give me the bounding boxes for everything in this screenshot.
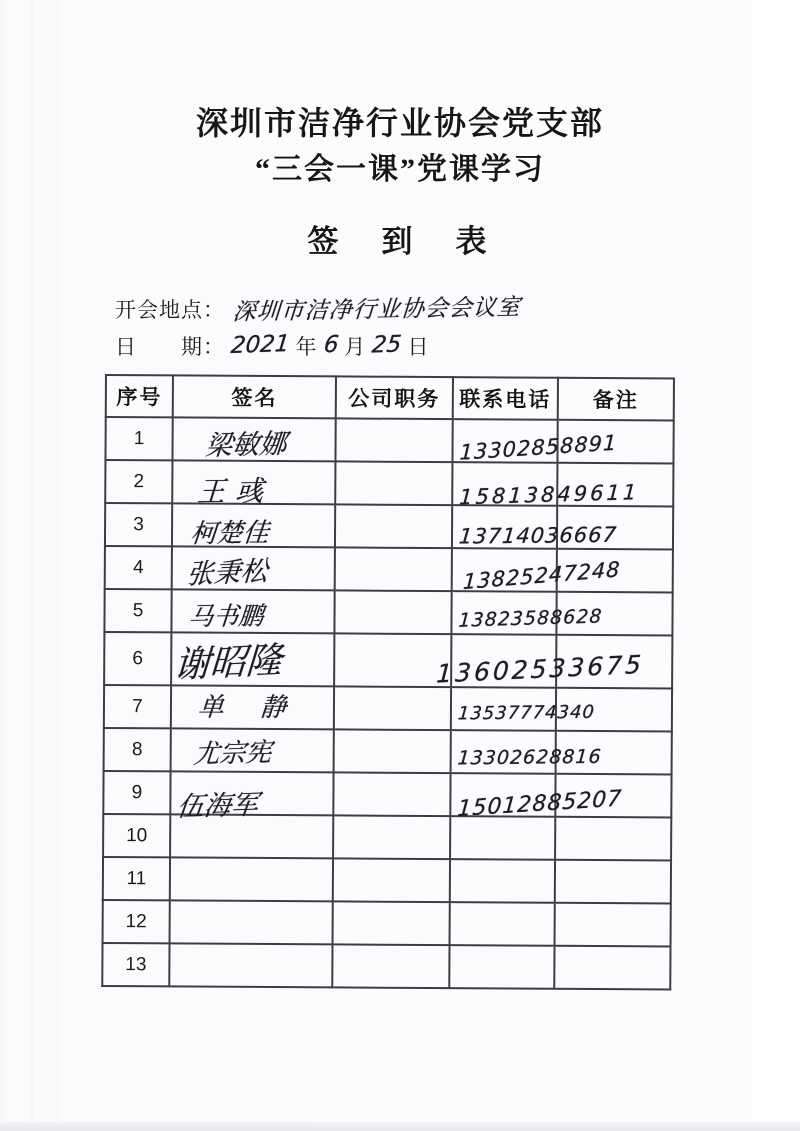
table-row: [105, 417, 673, 463]
cell-position: [335, 418, 452, 462]
table-row: [103, 857, 671, 903]
date-month-unit: 月: [344, 335, 367, 359]
date-label-qi: 期：: [181, 335, 225, 359]
activity-title: “三会一课”党课学习: [255, 153, 545, 186]
cell-position: [333, 901, 450, 945]
cell-no: 6: [104, 632, 171, 685]
signature-handwritten: 马书鹏: [187, 600, 265, 631]
cell-position: [333, 858, 450, 902]
table-row: [104, 685, 672, 731]
cell-phone: [450, 902, 555, 946]
table-row: [105, 503, 673, 549]
signature-handwritten: 尤宗宪: [192, 737, 273, 770]
cell-no: 4: [105, 546, 172, 589]
cell-position: [332, 944, 449, 988]
sign-in-table: [101, 374, 675, 990]
cell-no: 5: [104, 589, 171, 632]
cell-signature: [171, 728, 334, 772]
date-year-handwritten: 2021: [229, 330, 291, 360]
signature-handwritten: 柯楚佳: [189, 518, 271, 550]
cell-signature: [171, 632, 334, 686]
signature-handwritten: 伍海军: [175, 789, 260, 823]
phone-handwritten: 13302858891: [459, 430, 618, 465]
cell-note: [555, 860, 671, 904]
table-row: [105, 460, 673, 506]
signature-handwritten: 谢昭隆: [172, 640, 284, 687]
meeting-place-label: 开会地点：: [115, 298, 225, 322]
cell-position: [334, 686, 451, 730]
cell-signature: [170, 857, 333, 901]
cell-no: 12: [103, 900, 170, 943]
table-header-row: [106, 375, 674, 420]
cell-position: [335, 504, 452, 548]
meeting-place-line: [115, 291, 521, 324]
table-row: [105, 546, 673, 592]
cell-no: 9: [103, 771, 170, 814]
header-position: 公司职务: [336, 376, 453, 419]
cell-phone: [452, 548, 622, 594]
cell-signature: [170, 771, 333, 823]
table-row: [104, 632, 672, 688]
date-label-ri: 日: [115, 335, 137, 359]
signature-handwritten: 单 静: [196, 692, 302, 724]
cell-phone: [435, 634, 645, 689]
cell-position: [334, 633, 451, 687]
sign-in-table-wrap: [101, 374, 675, 990]
cell-position: [335, 461, 452, 505]
cell-no: 13: [102, 943, 169, 986]
cell-no: 7: [104, 685, 171, 728]
cell-signature: [171, 685, 334, 729]
cell-position: [334, 729, 451, 773]
cell-signature: [171, 589, 334, 633]
date-year-unit: 年: [295, 335, 318, 359]
cell-position: [333, 772, 450, 816]
cell-position: [333, 815, 450, 859]
cell-phone: [451, 730, 603, 774]
cell-note: [555, 817, 671, 861]
table-row: [102, 943, 670, 989]
cell-no: 3: [105, 503, 172, 546]
cell-no: 1: [105, 417, 172, 460]
cell-signature: [172, 417, 335, 461]
signature-handwritten: 张秉松: [185, 555, 269, 591]
cell-phone: [450, 816, 555, 860]
meeting-place-handwritten: 深圳市洁净行业协会会议室: [231, 294, 522, 326]
cell-phone: [451, 687, 596, 731]
signature-handwritten: 王彧: [196, 473, 275, 508]
org-title: 深圳市洁净行业协会党支部: [195, 105, 604, 141]
header-phone: 联系电话: [453, 377, 558, 420]
cell-phone: [452, 462, 640, 509]
signature-handwritten: 梁敏娜: [204, 428, 288, 463]
phone-handwritten: 13825247248: [462, 556, 622, 594]
cell-note: [555, 903, 671, 947]
cell-position: [335, 547, 452, 591]
phone-handwritten: 13602533675: [435, 649, 645, 689]
cell-signature: [172, 460, 335, 508]
meeting-date-line: [115, 331, 429, 361]
phone-handwritten: 15012885207: [456, 786, 624, 823]
cell-note: [554, 946, 670, 990]
cell-phone: [449, 945, 554, 989]
cell-signature: [170, 900, 333, 944]
table-row: [103, 771, 671, 817]
cell-no: 2: [105, 460, 172, 503]
table-row: [104, 589, 672, 635]
phone-handwritten: 13823588628: [457, 605, 604, 632]
phone-handwritten: 13302628816: [456, 745, 603, 769]
date-day-unit: 日: [407, 335, 430, 359]
cell-phone: [450, 773, 624, 823]
phone-handwritten: 15813849611: [458, 479, 640, 509]
cell-signature: [169, 943, 332, 987]
sheet-title: 签 到 表: [307, 224, 493, 259]
cell-signature: [172, 546, 335, 590]
cell-phone: [452, 505, 619, 549]
header-signature: 签名: [173, 375, 336, 418]
header-note: 备注: [558, 378, 674, 421]
phone-handwritten: 13714036667: [457, 522, 619, 549]
cell-phone: [452, 419, 618, 465]
phone-handwritten: 13537774340: [457, 701, 596, 725]
date-month-handwritten: 6: [322, 331, 340, 359]
cell-phone: [451, 591, 604, 635]
cell-no: 11: [103, 857, 170, 900]
cell-phone: [450, 859, 555, 903]
table-row: [103, 900, 671, 946]
cell-position: [334, 590, 451, 634]
header-no: 序号: [106, 375, 173, 417]
cell-no: 8: [104, 728, 171, 771]
date-day-handwritten: 25: [370, 331, 403, 359]
table-row: [104, 728, 672, 774]
cell-no: 10: [103, 814, 170, 857]
